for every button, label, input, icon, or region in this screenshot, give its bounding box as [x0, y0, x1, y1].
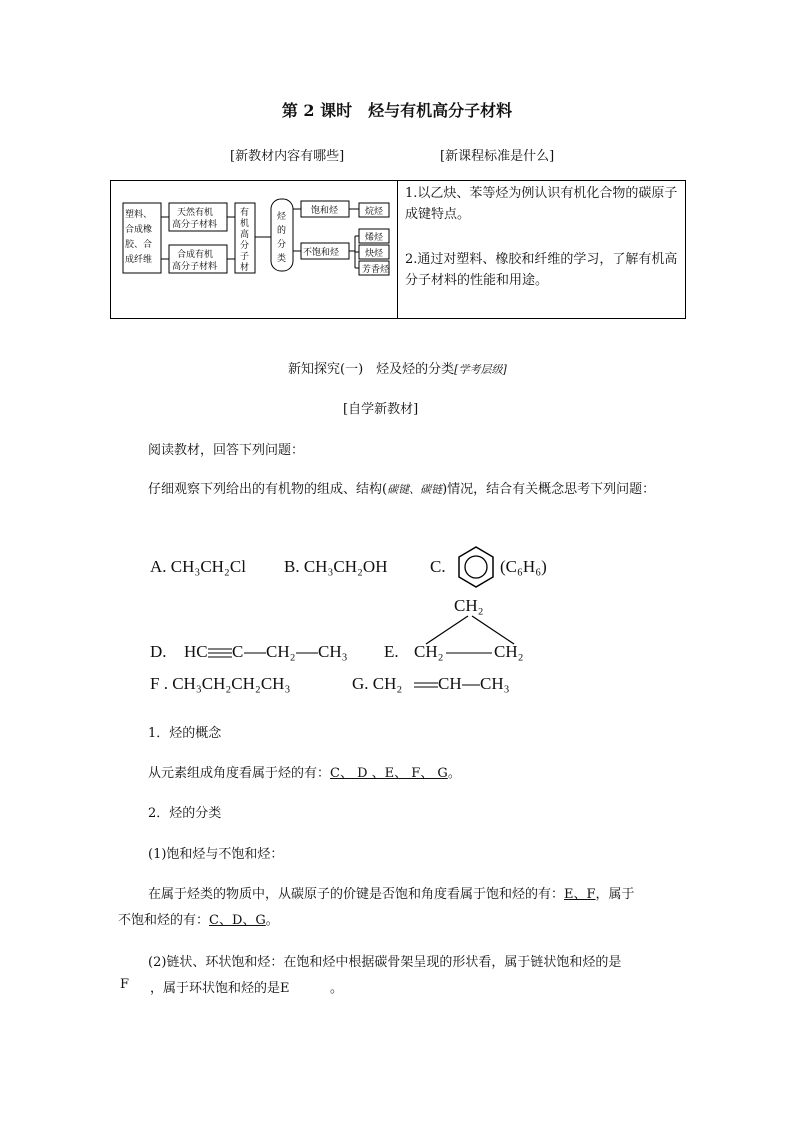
- svg-text:分: 分: [240, 241, 250, 251]
- formula-e-right: CH₂: [494, 642, 524, 661]
- svg-text:胶、合: 胶、合: [125, 240, 153, 250]
- q1-answer: C、 D 、E、 F、 G: [330, 766, 448, 781]
- svg-text:高: 高: [240, 230, 250, 240]
- bond-g: [462, 678, 480, 692]
- section-title: 新知探究(一) 烃及烃的分类[学考层级]: [288, 362, 507, 377]
- formula-d-ch2: CH₂: [266, 642, 296, 661]
- q2-sub1: (1)饱和烃与不饱和烃：: [148, 847, 284, 862]
- page-title: 第 2 课时 烃与有机高分子材料: [281, 101, 513, 120]
- subsection-title: [自学新教材]: [343, 402, 419, 417]
- unsaturated-label: 不饱和烃: [303, 248, 340, 258]
- synthetic-label: 合成有机: [177, 250, 214, 260]
- q2-unsaturated-answer: C、D、G: [209, 913, 266, 928]
- alkene-label: 烯烃: [365, 233, 384, 243]
- formula-e-label: E.: [384, 642, 399, 661]
- svg-text:成纤维: 成纤维: [125, 255, 153, 265]
- svg-text:高分子材料: 高分子材料: [172, 220, 218, 230]
- svg-text:类: 类: [277, 254, 287, 264]
- formula-d-c: C: [232, 642, 244, 661]
- svg-text:的: 的: [277, 226, 287, 236]
- bond-d1: [244, 646, 266, 660]
- overview-table: [110, 180, 686, 319]
- concept-diagram: [111, 181, 397, 318]
- hc-class-label: 烃: [277, 212, 287, 222]
- saturated-label: 饱和烃: [311, 206, 339, 216]
- q2-saturated-answer: E、F: [564, 887, 596, 902]
- q1-text: 从元素组成角度看属于烃的有：C、 D 、E、 F、 G。: [148, 766, 461, 781]
- q2-heading: 2．烃的分类: [148, 806, 222, 821]
- materials-label: 塑料、: [125, 210, 153, 220]
- standard-1: 1.以乙炔、苯等烃为例认识有机化合物的碳原子成键特点。: [405, 186, 678, 222]
- q2-line1: 在属于烃类的物质中，从碳原子的价键是否饱和角度看属于饱和烃的有：E、F，属于: [148, 887, 635, 902]
- instruction-text: 仔细观察下列给出的有机物的组成、结构(碳键、碳链)情况，结合有关概念思考下列问题：: [148, 482, 656, 497]
- formula-d-label: D.: [150, 642, 167, 661]
- standard-2: 2.通过对塑料、橡胶和纤维的学习，了解有机高分子材料的性能和用途。: [405, 252, 678, 288]
- svg-text:子: 子: [240, 252, 250, 262]
- alkyne-label: 炔烃: [365, 249, 384, 259]
- header-content: [新教材内容有哪些]: [230, 149, 345, 164]
- svg-text:分: 分: [277, 240, 287, 250]
- double-bond: [414, 678, 438, 692]
- triple-bond: [208, 646, 232, 660]
- formula-g-label: G. CH₂: [352, 674, 403, 693]
- formula-c-label: C.: [430, 557, 446, 576]
- formula-d-ch3: CH₃: [318, 642, 348, 661]
- q2-line2: 不饱和烃的有：C、D、G。: [118, 913, 279, 928]
- header-standard: [新课程标准是什么]: [440, 149, 555, 164]
- intro-text: 阅读教材，回答下列问题：: [148, 443, 305, 458]
- bond-d2: [296, 646, 318, 660]
- formula-d-hc: HC: [184, 642, 208, 661]
- svg-text:高分子材料: 高分子材料: [172, 262, 218, 272]
- formula-b: B. CH₃CH₂OH: [284, 557, 388, 576]
- svg-text:合成橡: 合成橡: [125, 225, 153, 235]
- formula-g-ch: CH: [438, 674, 462, 693]
- q2-end: 。: [330, 981, 344, 996]
- table-divider: [397, 181, 398, 318]
- benzene-ring: [456, 545, 496, 589]
- formula-a: A. CH₃CH₂Cl: [150, 557, 246, 576]
- q2-chain-answer: F: [120, 977, 130, 992]
- alkane-label: 烷烃: [365, 207, 384, 217]
- formula-c-formula: (C₆H₆): [500, 557, 547, 576]
- q2-sub2: (2)链状、环状饱和烃：在饱和烃中根据碳骨架呈现的形状看，属于链状饱和烃的是: [148, 955, 622, 970]
- formula-e-top: CH₂: [454, 596, 484, 615]
- q1-heading: 1．烃的概念: [148, 726, 222, 741]
- q2-cyclic-text: ，属于环状饱和烃的是E: [150, 981, 290, 996]
- aromatic-label: 芳香烃: [362, 265, 390, 275]
- formula-f: F . CH₃CH₂CH₂CH₃: [150, 674, 291, 693]
- svg-text:机: 机: [240, 219, 250, 229]
- formula-e-left: CH₂: [414, 642, 444, 661]
- formula-g-ch3: CH₃: [480, 674, 510, 693]
- svg-text:材: 材: [240, 263, 250, 273]
- natural-label: 天然有机: [177, 208, 214, 218]
- polymer-label: 有: [240, 208, 250, 218]
- bond-e: [446, 646, 492, 660]
